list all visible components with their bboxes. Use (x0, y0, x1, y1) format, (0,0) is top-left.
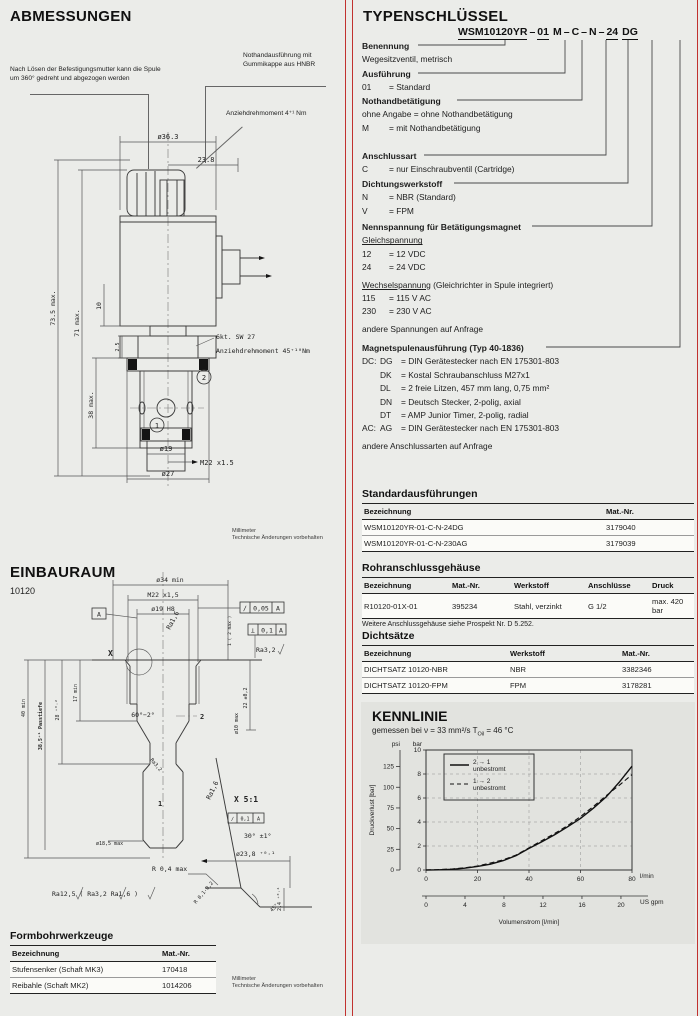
svg-text:A: A (276, 604, 280, 613)
dim-h38-label: 38 max. (87, 391, 95, 419)
dicht-section (362, 630, 694, 694)
table-cell: WSM10120YR-01-C-N-24DG (362, 520, 604, 536)
column-header: Anschlüsse (586, 578, 650, 594)
dim-d185-label: ø18,5 max (96, 841, 124, 847)
y-tick-label-bar: 4 (417, 819, 421, 826)
page-right-edge-line (697, 0, 698, 1016)
rohr-table (362, 577, 694, 619)
dim-h38 (92, 358, 140, 448)
section-magnetspule (362, 342, 662, 453)
x-tick-label-gpm: 4 (463, 902, 467, 909)
cavity-port2: 2 (200, 713, 205, 721)
dim-h10 (100, 284, 150, 326)
x-tick-label-lmin: 60 (576, 876, 585, 883)
coil-dl: DL = 2 freie Litzen, 457 mm lang, 0,75 mm² (380, 383, 550, 394)
x-unit-lmin: l/min (640, 873, 654, 880)
y-tick-label-bar: 0 (417, 867, 421, 874)
rohr-title: Rohranschlussgehäuse (362, 562, 481, 574)
depth-note-label: 1 ( 2 max ) (228, 615, 233, 646)
gleichspannung-label: Gleichspannung (362, 235, 423, 246)
connector (222, 250, 272, 284)
table-cell: Stufensenker (Schaft MK3) (10, 962, 160, 978)
abmessungen-title: ABMESSUNGEN (10, 8, 132, 25)
formbohr-title: Formbohrwerkzeuge (10, 930, 114, 942)
coil-dn: DN = Deutsch Stecker, 2-polig, axial (380, 396, 521, 407)
footer-line1: Millimeter (232, 976, 256, 982)
table-cell: 3382346 (620, 662, 694, 678)
x-axis-title: Volumenstrom [l/min] (498, 919, 560, 926)
svg-text:A: A (279, 626, 283, 635)
table-cell: max. 420 bar (650, 594, 694, 619)
standard-title: Standardausführungen (362, 488, 478, 500)
ra32-cone-label: Ra3,2 (148, 757, 163, 773)
dim-min40-label: 40 min (21, 698, 27, 718)
dim-d19h8-label: ø19 H8 (151, 605, 175, 613)
x-tick-label-gpm: 0 (424, 902, 428, 909)
dim-h10-label: 10 (95, 302, 103, 310)
column-header: Bezeichnung (362, 578, 450, 594)
x-tick-label-gpm: 8 (502, 902, 506, 909)
x-tick-label-gpm: 20 (617, 902, 625, 909)
column-header: Bezeichnung (362, 504, 604, 520)
column-divider-line-1 (345, 0, 346, 1016)
table-cell: NBR (508, 662, 620, 678)
y-tick-label-psi: 25 (386, 846, 394, 854)
torque-note-coil: Anziehdrehmoment 4⁺¹ Nm (226, 110, 307, 117)
dim-h25 (118, 336, 150, 358)
einbauraum-drawing (0, 558, 345, 930)
hex-leader (196, 338, 214, 346)
column-header: Druck (650, 578, 694, 594)
code-manual-override: M (552, 26, 562, 38)
einbauraum-subtitle: 10120 (10, 586, 36, 596)
table-cell: FPM (508, 678, 620, 694)
svg-text:A: A (97, 610, 101, 619)
nothand-label: Nothandbetätigung (362, 96, 441, 106)
svg-text:⊥: ⊥ (251, 626, 255, 635)
abmessungen-drawing (0, 118, 345, 558)
x-tick-label-lmin: 40 (525, 876, 533, 883)
y-tick-label-psi: 0 (390, 867, 394, 874)
nothand-m: M = mit Nothandbetätigung (362, 122, 481, 133)
section-benennung (362, 40, 662, 67)
standard-section (362, 488, 694, 552)
datum-a-box (92, 608, 137, 619)
section-dichtung (362, 178, 662, 218)
dicht-title: Dichtsätze (362, 630, 415, 642)
dim-d363-label: ø36.3 (157, 133, 179, 141)
x-tick-label-gpm: 12 (539, 902, 547, 909)
table-cell: DICHTSATZ 10120-FPM (362, 678, 508, 694)
dim-d19-label: ø19 (159, 445, 173, 453)
coil-dt: DT = AMP Junior Timer, 2-polig, radial (380, 410, 529, 421)
table-header-row (10, 946, 216, 962)
formbohr-table (10, 945, 216, 994)
table-row (362, 662, 694, 678)
detail-ra16: Ra1,6 (204, 779, 221, 801)
table-cell: 3179040 (604, 520, 694, 536)
column-header: Mat.-Nr. (620, 646, 694, 662)
svg-text:2: 2 (201, 374, 207, 382)
coil-dk: DK = Kostal Schraubanschluss M27x1 (380, 369, 530, 380)
volt-230: 230 = 230 V AC (362, 306, 432, 317)
table-cell: 170418 (160, 962, 216, 978)
kennlinie-note: gemessen bei ν = 33 mm²/s $T_{Oil} = 46$ °C (372, 726, 514, 738)
dim-d28-label: 28 ⁺⁰·² (55, 699, 61, 721)
y-tick-label-psi: 100 (383, 784, 394, 792)
code-version: 01 (537, 26, 549, 38)
standard-table (362, 503, 694, 552)
torque-label: Anziehdrehmoment 45⁺¹⁰Nm (216, 347, 310, 355)
svg-text:∕: ∕ (243, 604, 247, 613)
code-model: WSM10120YR (458, 26, 528, 38)
footer-line1: Millimeter (232, 528, 256, 534)
dim-d385-label: 38,5⁺¹ Passtiefe (38, 701, 44, 751)
manual-override-note: Nothandausführung mit Gummikappe aus HNBR (243, 52, 316, 68)
hex-label: 6kt. SW 27 (216, 333, 256, 341)
section-nothand (362, 95, 662, 135)
table-row (362, 594, 694, 619)
y-unit-bar: bar (412, 741, 422, 748)
ang45-label: 45° (269, 902, 280, 914)
drawing-footer-1 (232, 528, 323, 542)
table-row (10, 962, 216, 978)
table-cell: Reibahle (Schaft MK2) (10, 978, 160, 994)
dim-h25-label: 2.5 (115, 342, 121, 352)
detail-x-view (152, 758, 312, 913)
y-tick-label-bar: 10 (413, 747, 421, 754)
column-header: Werkstoff (508, 646, 620, 662)
column-header: Mat.-Nr. (450, 578, 512, 594)
port-1-marker (150, 418, 164, 432)
legend-label: 2 → 1 (473, 759, 491, 766)
wechselspannung-label: Wechselspannung (Gleichrichter in Spule integriert) (362, 279, 554, 290)
y-tick-label-bar: 8 (417, 771, 421, 778)
section-ausfuehrung (362, 68, 662, 95)
column-header: Mat.-Nr. (604, 504, 694, 520)
svg-text:0,1: 0,1 (240, 816, 250, 823)
rohr-section (362, 562, 694, 628)
table-cell: WSM10120YR-01-C-N-230AG (362, 536, 604, 552)
table-header-row (362, 578, 694, 594)
column-header: Bezeichnung (10, 946, 160, 962)
ordering-code: WSM10120YR – 01 M – C – N – 24 DG (458, 26, 638, 38)
x-tick-label-lmin: 0 (424, 876, 428, 883)
flatness-tolerance-box (198, 602, 284, 613)
dichtung-v: V = FPM (362, 205, 414, 216)
legend-label: unbestromt (473, 785, 506, 792)
dim-h71-label: 71 max. (73, 309, 81, 337)
table-header-row (362, 504, 694, 520)
dim-h735-label: 73.5 max. (49, 290, 57, 326)
x-tick-label-gpm: 16 (578, 902, 586, 909)
d238-label: ø23,8 ⁺⁰·¹ (236, 850, 276, 858)
ausfuehrung-01: 01 = Standard (362, 82, 431, 93)
x-tick-label-lmin: 80 (628, 876, 636, 883)
section-nennspannung (362, 221, 662, 336)
coil-ag: AC: AG = DIN Gerätestecker nach EN 175301-803 (362, 423, 560, 434)
dichtung-label: Dichtungswerkstoff (362, 179, 443, 189)
table-cell: 3178281 (620, 678, 694, 694)
table-row (10, 978, 216, 994)
volt-12: 12 = 12 VDC (362, 248, 426, 259)
pressure-drop-chart (364, 738, 694, 940)
detail-title: X 5:1 (234, 795, 259, 804)
footer-line2: Technische Änderungen vorbehalten (232, 983, 323, 989)
ra32-check (278, 644, 284, 654)
dim-m22 (168, 460, 198, 464)
table-cell: 3179039 (604, 536, 694, 552)
coil-removal-note: Nach Lösen der Befestigungsmutter kann die Spule um 360° gedreht und abgezogen werden (10, 66, 161, 82)
anschlussart-label: Anschlussart (362, 151, 417, 161)
nennspannung-label: Nennspannung für Betätigungsmagnet (362, 222, 521, 232)
dicht-table (362, 645, 694, 694)
coil-dg: DC: DG = DIN Gerätestecker nach EN 175301-803 (362, 356, 560, 367)
r0102-label: R 0,1-0,2 (192, 880, 215, 906)
dim-min17-label: 17 min (73, 683, 79, 703)
table-row (362, 520, 694, 536)
ra32-label: Ra3,2 (256, 646, 276, 654)
y-tick-label-psi: 75 (386, 804, 394, 812)
typenschluessel-title: TYPENSCHLÜSSEL (363, 8, 509, 25)
dim-d27-label: ø27 (161, 470, 175, 478)
y-unit-psi: psi (391, 741, 400, 748)
einbauraum-title: EINBAURAUM (10, 564, 116, 581)
ang60-label: 60°−2° (131, 711, 155, 719)
legend-label: unbestromt (473, 766, 506, 773)
kennlinie-title: KENNLINIE (372, 708, 448, 724)
benennung-value: Wegesitzventil, metrisch (362, 54, 453, 65)
dim-m22-label: M22 x1.5 (200, 459, 234, 467)
x-unit-gpm: US gpm (640, 899, 664, 906)
nothand-ohne: ohne Angabe = ohne Nothandbetätigung (362, 109, 513, 120)
cavity-port1: 1 (158, 800, 163, 808)
code-voltage: 24 (606, 26, 619, 38)
ang30-label: 30° ±1° (244, 832, 272, 840)
legend-label: 1 → 2 (473, 778, 491, 785)
table-cell: G 1/2 (586, 594, 650, 619)
detail-x-marker: X (108, 649, 113, 658)
dim-22-label: 22 ±0,2 (243, 687, 249, 709)
dim-d238-label: 23.8 (197, 156, 215, 164)
cavity-profile (92, 660, 262, 848)
table-cell: Stahl, verzinkt (512, 594, 586, 619)
ra16-label: Ra1,6 (164, 609, 181, 631)
table-cell: DICHTSATZ 10120-NBR (362, 662, 508, 678)
r04-label: R 0,4 max (152, 865, 188, 873)
column-header: Mat.-Nr. (160, 946, 216, 962)
section-anschlussart (362, 150, 662, 177)
table-cell: 1014206 (160, 978, 216, 994)
seal-groove (141, 428, 191, 441)
kennlinie-panel (361, 702, 695, 944)
dichtung-n: N = NBR (Standard) (362, 192, 456, 203)
volt-115: 115 = 115 V AC (362, 293, 431, 304)
benennung-label: Benennung (362, 41, 410, 51)
code-connection: C (571, 26, 580, 38)
svg-text:0,05: 0,05 (253, 604, 269, 613)
dim-h735 (54, 160, 150, 476)
d10-label: ø10 max (234, 712, 240, 734)
y-axis-title: Druckverlust [bar] (369, 784, 376, 836)
coil-body (120, 216, 222, 326)
y-tick-label-psi: 125 (383, 763, 394, 771)
y-tick-label-bar: 2 (417, 843, 421, 850)
formbohr-section (10, 930, 216, 994)
dim-min40 (24, 660, 150, 858)
code-coil-type: DG (622, 26, 638, 38)
svg-text:A: A (256, 816, 261, 823)
drawing-footer-2 (232, 976, 323, 990)
table-row (362, 678, 694, 694)
column-header: Werkstoff (512, 578, 586, 594)
y-tick-label-bar: 6 (417, 795, 421, 802)
dim-d34-label: ø34 min (156, 576, 184, 584)
svg-text:0,1: 0,1 (261, 626, 273, 635)
column-divider-line-2 (352, 0, 353, 1016)
table-row (362, 536, 694, 552)
footer-line2: Technische Änderungen vorbehalten (232, 535, 323, 541)
svg-text:1: 1 (154, 422, 160, 430)
surface-check-3 (148, 887, 155, 899)
coil-cap (127, 170, 185, 216)
x-tick-label-lmin: 20 (473, 876, 482, 883)
andere-anschlussarten: andere Anschlussarten auf Anfrage (362, 440, 493, 451)
volt-24: 24 = 24 VDC (362, 262, 426, 273)
table-cell: R10120-01X-01 (362, 594, 450, 619)
column-header: Bezeichnung (362, 646, 508, 662)
rohr-note: Weitere Anschlussgehäuse siehe Prospekt Nr. D 5.252. (362, 621, 534, 628)
magnet-label: Magnetspulenausführung (Typ 40-1836) (362, 343, 524, 353)
andere-spannungen: andere Spannungen auf Anfrage (362, 323, 484, 334)
ausfuehrung-label: Ausführung (362, 69, 411, 79)
table-header-row (362, 646, 694, 662)
dim-m22c-label: M22 x1,5 (147, 591, 179, 599)
y-tick-label-psi: 50 (386, 825, 394, 833)
surface-finish-label: Ra12,5 ( Ra3,2 Ra1,6 ) (52, 890, 139, 898)
c24-label: 2,4 ⁺⁰·⁴ (277, 886, 283, 912)
code-seal: N (589, 26, 597, 38)
svg-text:∕: ∕ (230, 816, 235, 823)
anschlussart-c: C = nur Einschraubventil (Cartridge) (362, 164, 515, 175)
table-cell: 395234 (450, 594, 512, 619)
